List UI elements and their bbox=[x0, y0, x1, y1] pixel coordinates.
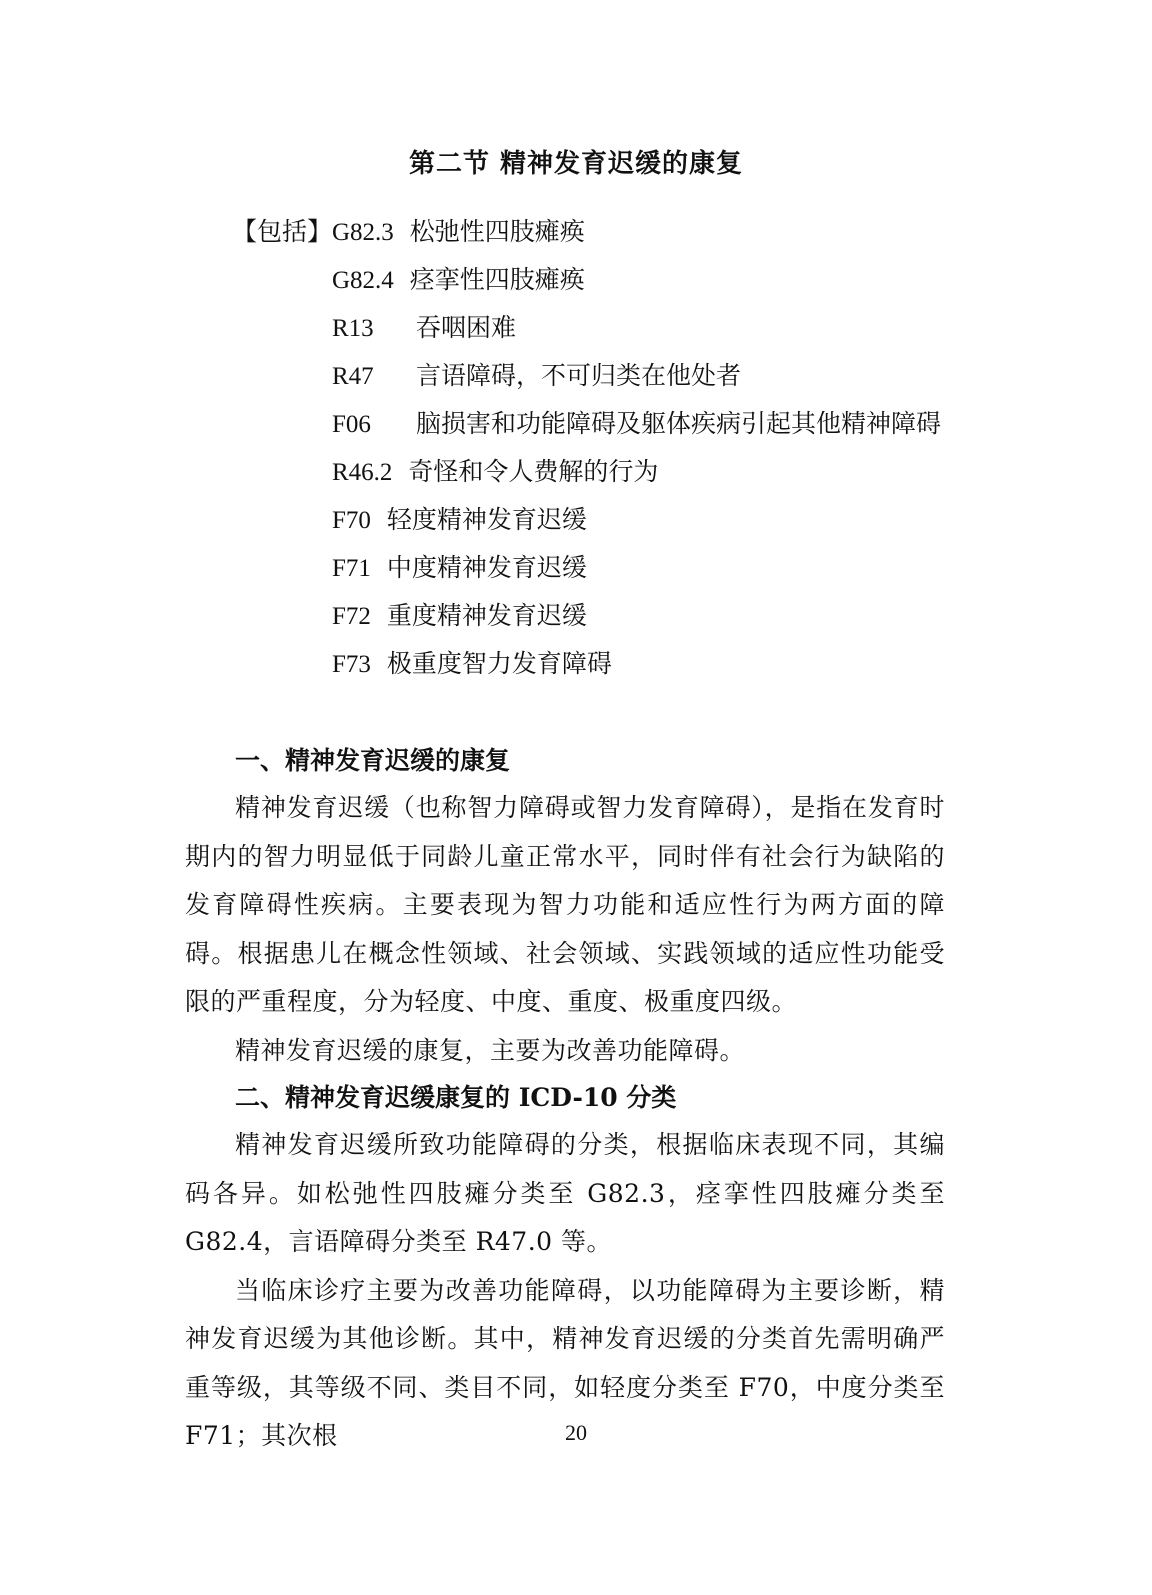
icd-description: 松弛性四肢瘫痪 bbox=[409, 217, 585, 246]
icd-description: 言语障碍，不可归类在他处者 bbox=[415, 361, 741, 390]
paragraph-diagnosis: 当临床诊疗主要为改善功能障碍，以功能障碍为主要诊断，精神发育迟缓为其他诊断。其中，精神发育迟缓的分类首先需明确严重等级，其等级不同、类目不同，如轻度分类至 F70，中度分类至 F71；其次根 bbox=[185, 1275, 945, 1450]
include-item bbox=[332, 502, 992, 550]
include-list bbox=[332, 214, 992, 694]
icd-description: 重度精神发育迟缓 bbox=[386, 601, 587, 630]
icd-description: 痉挛性四肢瘫痪 bbox=[409, 265, 585, 294]
include-label: 【包括】 bbox=[232, 217, 333, 246]
icd-code: F73 bbox=[332, 651, 371, 678]
body-text bbox=[185, 738, 945, 1461]
icd-code: G82.3 bbox=[332, 219, 394, 246]
paragraph-classification: 精神发育迟缓所致功能障碍的分类，根据临床表现不同，其编码各异。如松弛性四肢瘫分类至 G82.3，痉挛性四肢瘫分类至 G82.4，言语障碍分类至 R47.0 等。 bbox=[185, 1130, 945, 1256]
include-item bbox=[332, 646, 992, 694]
icd-code: R46.2 bbox=[332, 459, 393, 486]
icd-code: G82.4 bbox=[332, 267, 394, 294]
include-item bbox=[332, 310, 992, 358]
paragraph-rehab-goal: 精神发育迟缓的康复，主要为改善功能障碍。 bbox=[235, 1035, 746, 1065]
icd-code: F72 bbox=[332, 603, 371, 630]
icd-code: R47 bbox=[332, 363, 374, 390]
include-item bbox=[332, 214, 992, 262]
section-title: 第二节 精神发育迟缓的康复 bbox=[408, 149, 744, 179]
icd-description: 极重度智力发育障碍 bbox=[386, 649, 612, 678]
paragraph-definition: 精神发育迟缓（也称智力障碍或智力发育障碍），是指在发育时期内的智力明显低于同龄儿童正常水平，同时伴有社会行为缺陷的发育障碍性疾病。主要表现为智力功能和适应性行为两方面的障碍。根据患儿在概念性领域、社会领域、实践领域的适应性功能受限的严重程度，分为轻度、中度、重度、极重度四级。 bbox=[185, 793, 945, 1016]
icd-description: 奇怪和令人费解的行为 bbox=[408, 457, 659, 486]
include-item bbox=[332, 406, 992, 454]
section-heading-2: 二、精神发育迟缓康复的 ICD-10 分类 bbox=[235, 1083, 677, 1112]
icd-code: R13 bbox=[332, 315, 374, 342]
include-item bbox=[332, 550, 992, 598]
include-item bbox=[332, 358, 992, 406]
page-number: 20 bbox=[565, 1420, 587, 1445]
include-item bbox=[332, 454, 992, 502]
icd-description: 脑损害和功能障碍及躯体疾病引起其他精神障碍 bbox=[415, 409, 941, 438]
include-item bbox=[332, 598, 992, 646]
icd-code: F06 bbox=[332, 411, 371, 438]
icd-code: F70 bbox=[332, 507, 371, 534]
icd-description: 中度精神发育迟缓 bbox=[386, 553, 587, 582]
section-heading-1: 一、精神发育迟缓的康复 bbox=[235, 746, 511, 775]
icd-description: 轻度精神发育迟缓 bbox=[386, 505, 587, 534]
icd-code: F71 bbox=[332, 555, 371, 582]
include-item bbox=[332, 262, 992, 310]
icd-description: 吞咽困难 bbox=[415, 313, 516, 342]
